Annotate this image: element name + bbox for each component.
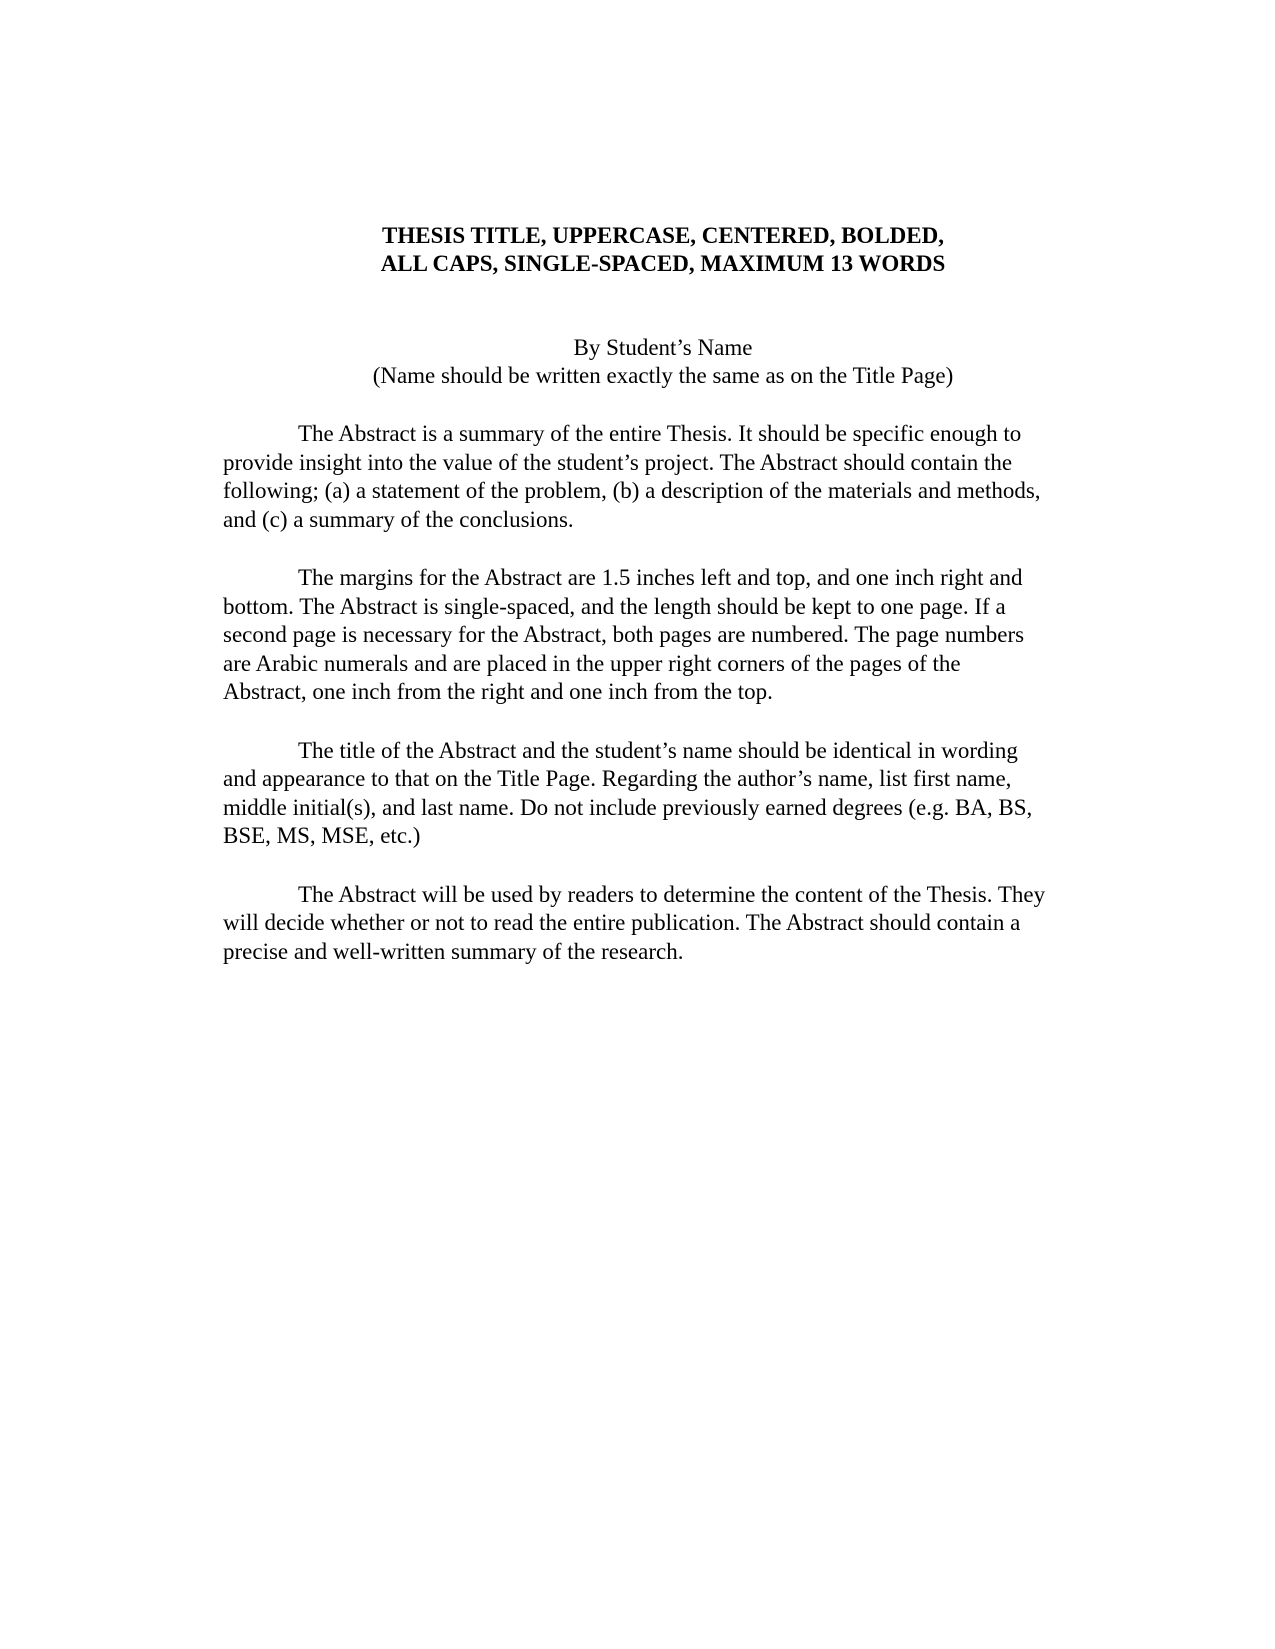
paragraph-line: provide insight into the value of the student’s project. The Abstract should contain the [223,449,1013,475]
paragraph-line: following; (a) a statement of the problem, (b) a description of the materials and methods, [223,478,1041,503]
author-byline [223,334,1103,390]
paragraph-line: are Arabic numerals and are placed in the upper right corners of the pages of the [223,650,961,676]
paragraph-line: and (c) a summary of the conclusions. [223,506,574,532]
abstract-paragraph-1 [223,420,1103,534]
abstract-paragraph-4 [223,881,1103,967]
paragraph-line: The Abstract will be used by readers to determine the content of the Thesis. They [298,881,1046,907]
paragraph-line: will decide whether or not to read the entire publication. The Abstract should contain a [223,910,1021,935]
thesis-title-line: THESIS TITLE, UPPERCASE, CENTERED, BOLDED, [382,223,944,248]
paragraph-line: and appearance to that on the Title Page. Regarding the author’s name, list first name, [223,766,1012,791]
paragraph-line: BSE, MS, MSE, etc.) [223,823,421,848]
paragraph-line: Abstract, one inch from the right and one inch from the top. [223,679,773,704]
paragraph-line: The margins for the Abstract are 1.5 inches left and top, and one inch right and [298,565,1023,590]
paragraph-line: middle initial(s), and last name. Do not include previously earned degrees (e.g. BA, BS, [223,794,1033,820]
paragraph-line: second page is necessary for the Abstract, both pages are numbered. The page numbers [223,622,1025,647]
thesis-title-line: ALL CAPS, SINGLE-SPACED, MAXIMUM 13 WORDS [380,251,946,276]
thesis-title [223,222,1103,278]
author-name-note: (Name should be written exactly the same as on the Title Page) [372,363,954,388]
author-name: By Student’s Name [573,335,753,360]
abstract-content [223,222,1103,966]
paragraph-line: precise and well-written summary of the research. [223,938,684,964]
abstract-paragraph-2 [223,564,1103,707]
abstract-paragraph-3 [223,737,1103,851]
paragraph-line: bottom. The Abstract is single-spaced, and the length should be kept to one page. If a [223,593,1006,619]
paragraph-line: The title of the Abstract and the student’s name should be identical in wording [298,737,1018,763]
paragraph-line: The Abstract is a summary of the entire Thesis. It should be specific enough to [298,421,1022,446]
